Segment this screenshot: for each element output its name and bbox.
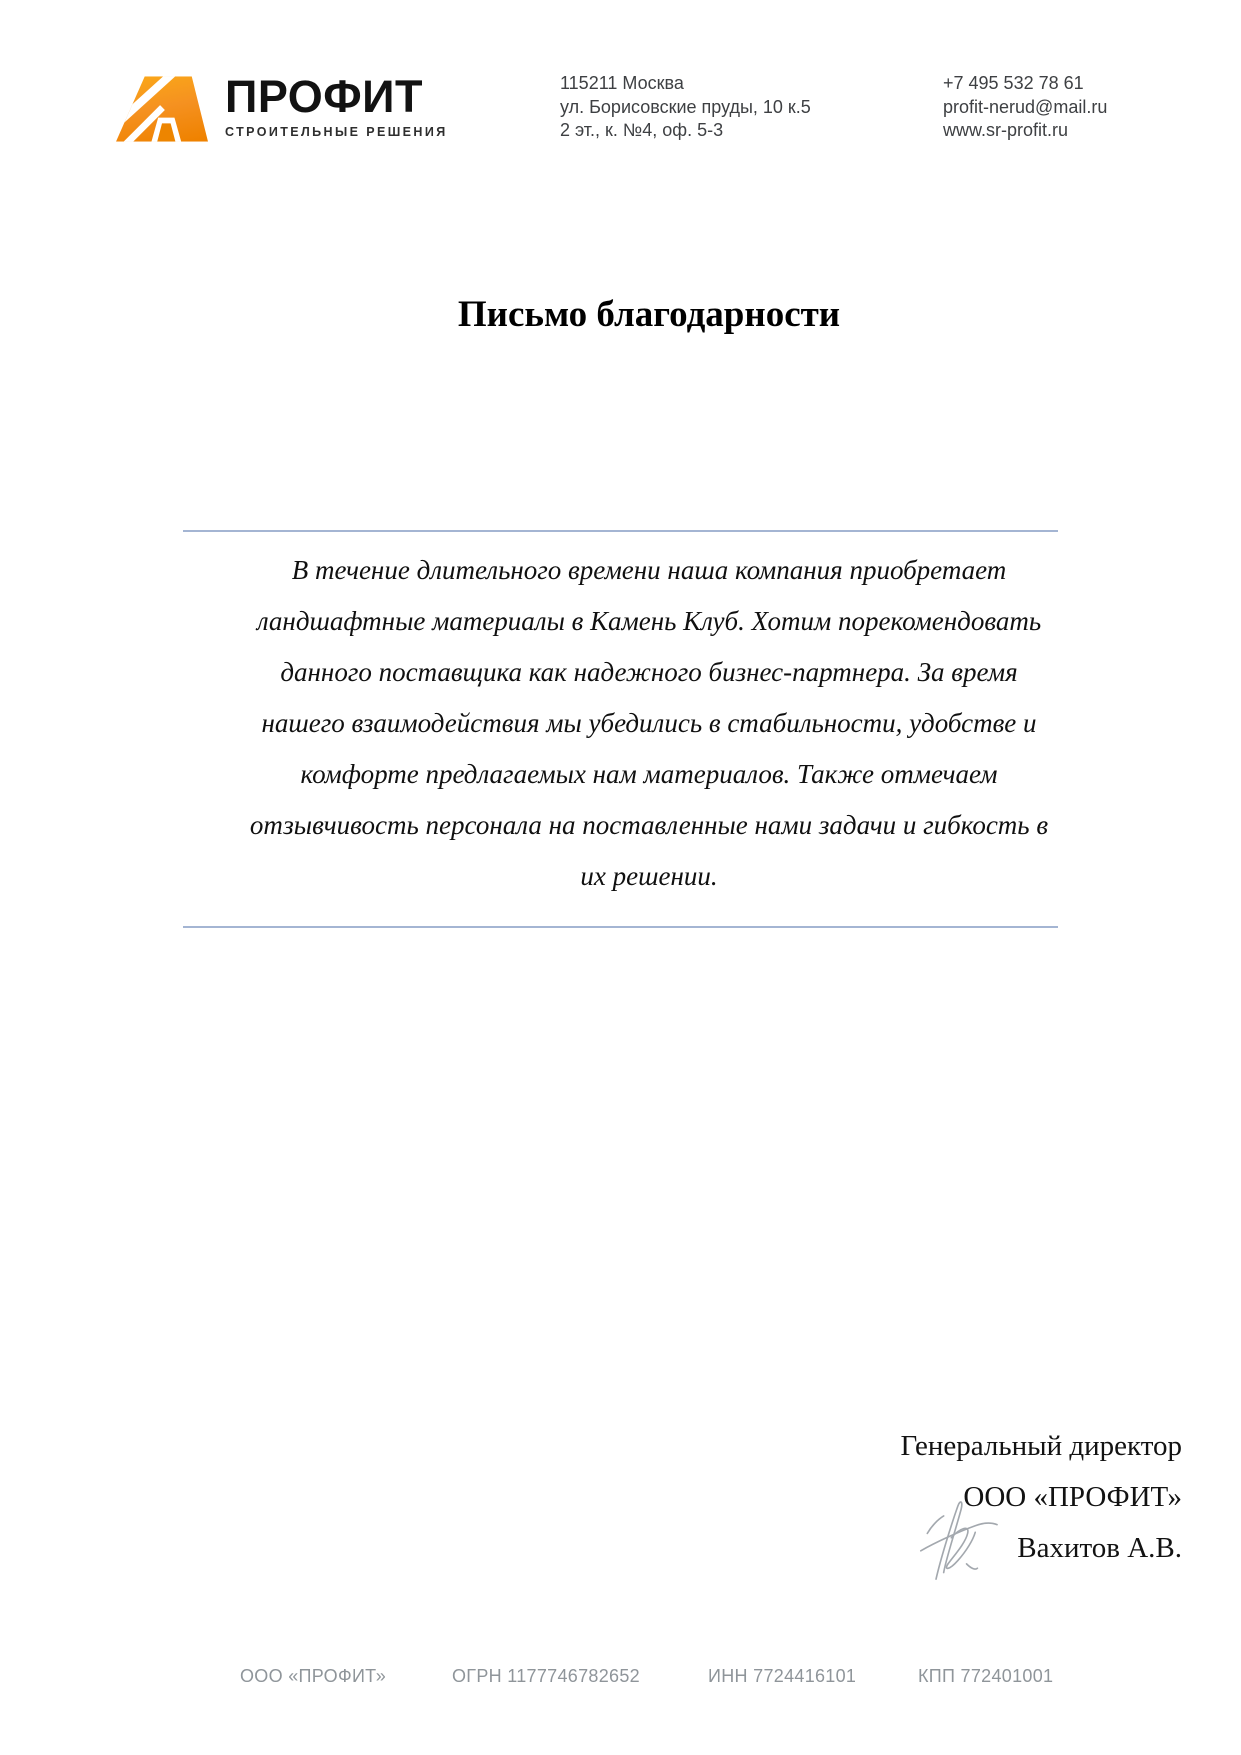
body-line: их решении. — [580, 861, 718, 891]
body-line: ландшафтные материалы в Камень Клуб. Хотим порекомендовать — [256, 606, 1042, 636]
footer-company-name: ООО «ПРОФИТ» — [240, 1666, 387, 1686]
email-address: profit-nerud@mail.ru — [943, 96, 1108, 117]
body-line: В течение длительного времени наша компания приобретает — [291, 555, 1007, 585]
body-line: комфорте предлагаемых нам материалов. Также отмечаем — [300, 759, 998, 789]
address-line-city: 115211 Москва — [560, 73, 684, 93]
phone-number: +7 495 532 78 61 — [943, 73, 1084, 93]
letter-body — [239, 545, 1059, 902]
company-address — [560, 72, 811, 143]
signature-position: Генеральный директор — [900, 1430, 1182, 1462]
brand-text-block — [225, 71, 448, 139]
footer-inn: ИНН 7724416101 — [708, 1666, 857, 1686]
brand-name: ПРОФИТ — [225, 71, 424, 122]
handwritten-signature-icon — [905, 1492, 1015, 1590]
address-line-office: 2 эт., к. №4, оф. 5-3 — [560, 120, 724, 140]
divider-bottom-line — [183, 926, 1058, 928]
signature-company: ООО «ПРОФИТ» — [963, 1481, 1182, 1513]
website-url: www.sr-profit.ru — [943, 120, 1069, 140]
body-line: отзывчивость персонала на поставленные нами задачи и гибкость в — [249, 810, 1049, 840]
letter-title: Письмо благодарности — [457, 294, 841, 335]
brand-logo-icon — [116, 74, 208, 144]
company-contacts — [943, 72, 1107, 143]
footer-ogrn: ОГРН 1177746782652 — [452, 1666, 640, 1686]
divider-top-line — [183, 530, 1058, 532]
body-line: данного поставщика как надежного бизнес-партнера. За время — [280, 657, 1018, 687]
brand-tagline: СТРОИТЕЛЬНЫЕ РЕШЕНИЯ — [225, 125, 448, 139]
signature-name: Вахитов А.В. — [1017, 1532, 1182, 1564]
body-line: нашего взаимодействия мы убедились в стабильности, удобстве и — [261, 708, 1037, 738]
address-line-street: ул. Борисовские пруды, 10 к.5 — [560, 96, 811, 117]
footer-kpp: КПП 772401001 — [918, 1666, 1054, 1686]
